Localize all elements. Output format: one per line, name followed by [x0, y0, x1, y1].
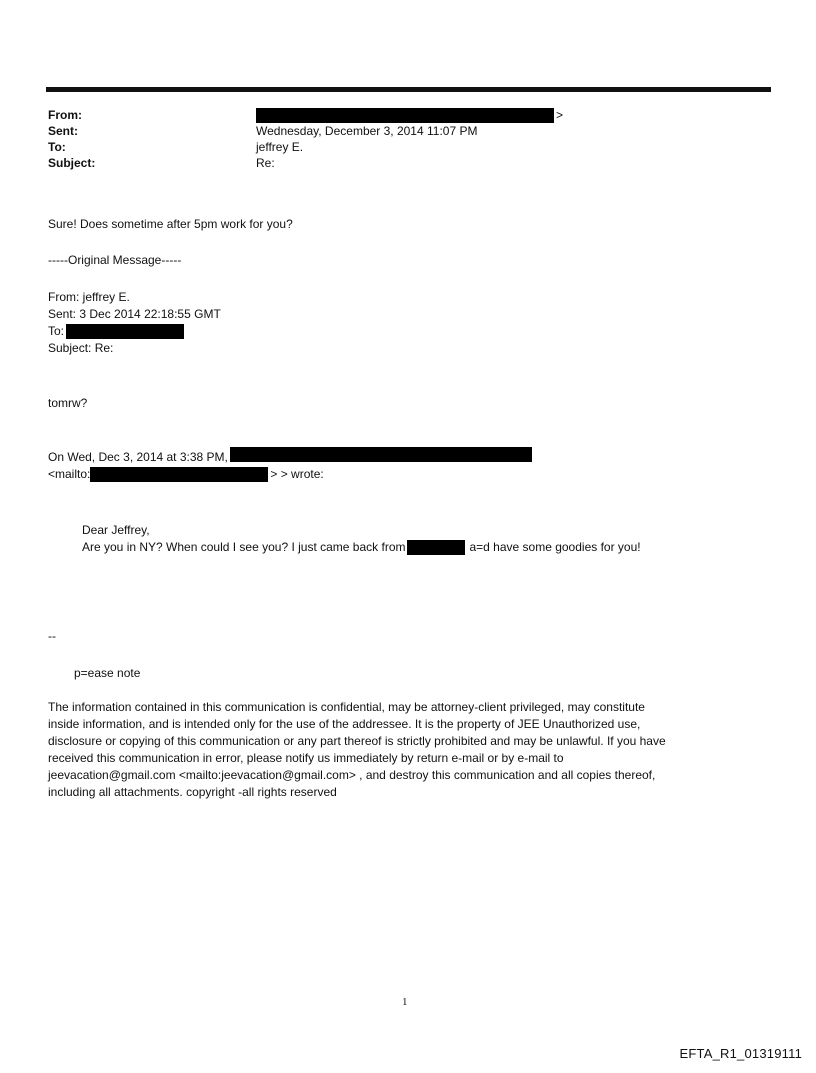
mailto-suffix: > > wrote: [270, 467, 324, 481]
document-id-stamp: EFTA_R1_01319111 [679, 1046, 802, 1061]
redaction-box [407, 540, 465, 555]
orig-to-label: To: [48, 324, 65, 338]
dear-line: Dear Jeffrey, [82, 523, 150, 537]
notice-line: inside information, and is intended only for the use of the addressee. It is the property of JEE Unauthorized use, [48, 717, 641, 731]
redaction-box [90, 467, 268, 482]
please-note: p=ease note [74, 666, 141, 680]
orig-to [48, 323, 184, 339]
confidentiality-notice [48, 699, 748, 801]
subject-row [48, 155, 563, 171]
page-number: 1 [402, 996, 408, 1008]
notice-line: jeevacation@gmail.com <mailto:jeevacation@gmail.com> , and destroy this communication and all copies thereof, [48, 768, 656, 782]
redaction-box [66, 324, 184, 339]
quote-intro [48, 449, 532, 465]
redaction-box [230, 447, 532, 462]
sent-label: Sent: [48, 124, 78, 138]
mailto-prefix: <mailto: [48, 467, 91, 481]
sent-row [48, 123, 563, 139]
question-line [82, 539, 641, 555]
mailto-line [48, 466, 324, 482]
to-value: jeffrey E. [256, 140, 304, 154]
question-part2: a=d have some goodies for you! [469, 540, 641, 554]
notice-line: disclosure or copying of this communication or any part thereof is strictly prohibited and may be unlawful. If you have [48, 734, 666, 748]
orig-from: From: jeffrey E. [48, 290, 130, 304]
header-rule [46, 87, 771, 92]
reply-text: Sure! Does sometime after 5pm work for you? [48, 217, 293, 231]
question-part1: Are you in NY? When could I see you? I just came back from [82, 540, 406, 554]
notice-line: received this communication in error, please notify us immediately by return e-mail or by e-mail to [48, 751, 564, 765]
original-message-separator: -----Original Message----- [48, 253, 182, 267]
subject-value: Re: [256, 156, 275, 170]
from-label: From: [48, 108, 82, 122]
to-label: To: [48, 140, 66, 154]
sent-value: Wednesday, December 3, 2014 11:07 PM [256, 124, 478, 138]
notice-line: The information contained in this communication is confidential, may be attorney-client privileged, may constitute [48, 700, 645, 714]
quote-intro-text: On Wed, Dec 3, 2014 at 3:38 PM, [48, 450, 228, 464]
subject-label: Subject: [48, 156, 96, 170]
from-suffix: > [556, 108, 564, 122]
tomrw-text: tomrw? [48, 396, 88, 410]
signature-dashes: -- [48, 629, 56, 643]
from-row [48, 107, 563, 123]
email-header [48, 107, 563, 171]
orig-sent: Sent: 3 Dec 2014 22:18:55 GMT [48, 307, 221, 321]
notice-line: including all attachments. copyright -all rights reserved [48, 785, 337, 799]
to-row [48, 139, 563, 155]
orig-subject: Subject: Re: [48, 341, 114, 355]
redaction-box [256, 108, 554, 123]
